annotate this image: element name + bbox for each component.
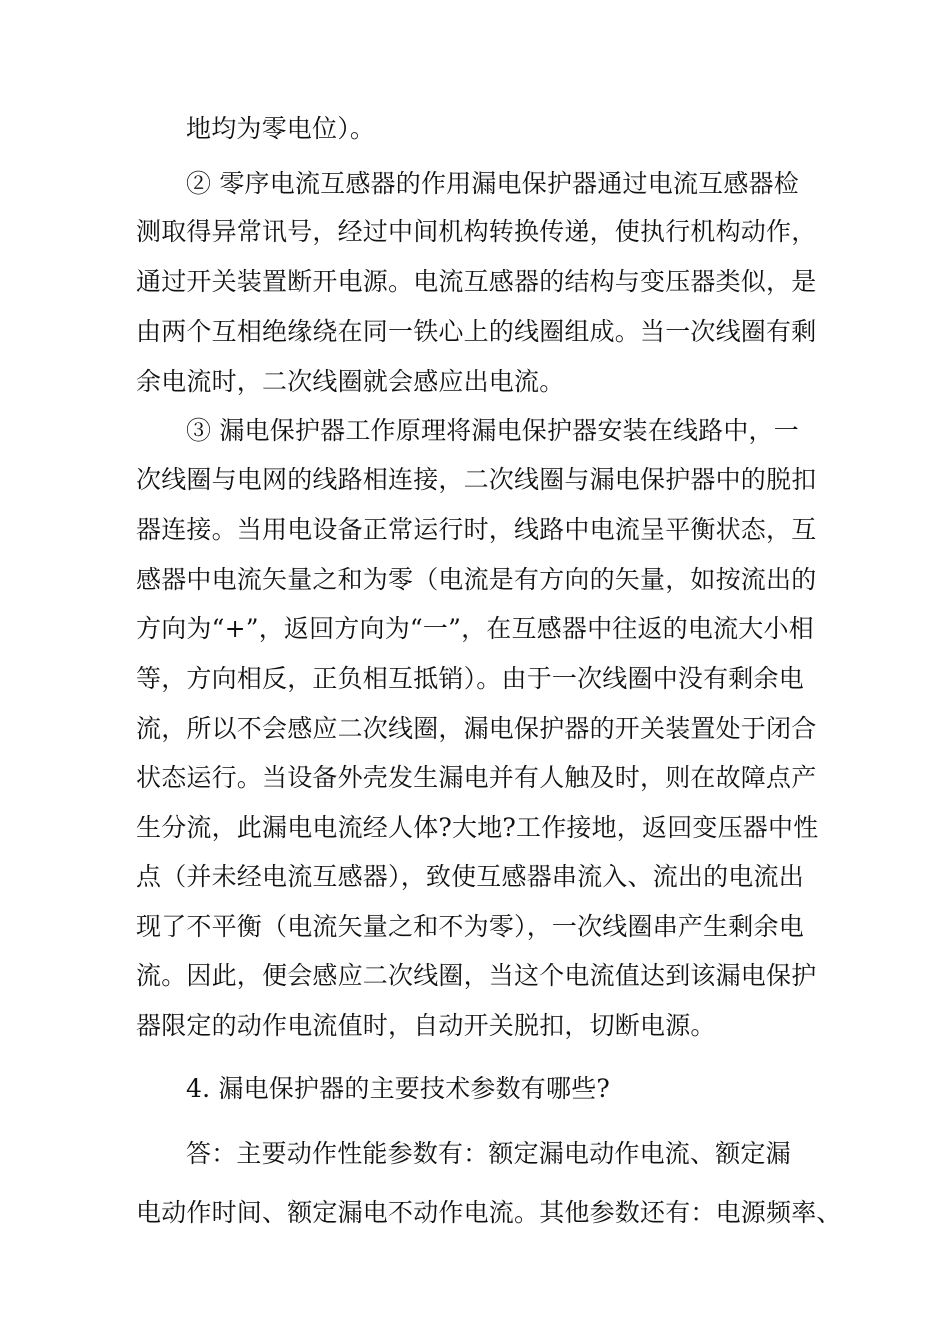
text-line: 答：主要动作性能参数有：额定漏电动作电流、额定漏 — [186, 1139, 791, 1168]
text-line: 次线圈与电网的线路相连接，二次线圈与漏电保护器中的脱扣 — [136, 465, 817, 494]
text-line: 感器中电流矢量之和为零（电流是有方向的矢量，如按流出的 — [136, 565, 817, 594]
text-line: ③ 漏电保护器工作原理将漏电保护器安装在线路中，一 — [186, 416, 799, 445]
text-line: ② 零序电流互感器的作用漏电保护器通过电流互感器检 — [186, 169, 799, 198]
text-line: 由两个互相绝缘绕在同一铁心上的线圈组成。当一次线圈有剩 — [136, 317, 817, 346]
text-line: 等，方向相反，正负相互抵销）。由于一次线圈中没有剩余电 — [136, 664, 804, 693]
text-line: 地均为零电位）。 — [186, 114, 376, 143]
text-line: 现了不平衡（电流矢量之和不为零），一次线圈串产生剩余电 — [136, 912, 804, 941]
text-line: 流。因此，便会感应二次线圈，当这个电流值达到该漏电保护 — [136, 961, 817, 990]
text-line: 电动作时间、额定漏电不动作电流。其他参数还有：电源频率、 — [136, 1198, 842, 1227]
text-line: 测取得异常讯号，经过中间机构转换传递，使执行机构动作， — [136, 217, 817, 246]
text-line: 点（并未经电流互感器），致使互感器串流入、流出的电流出 — [136, 862, 804, 891]
text-line: 流，所以不会感应二次线圈，漏电保护器的开关装置处于闭合 — [136, 714, 817, 743]
text-line: 方向为“+”，返回方向为“一”，在互感器中往返的电流大小相 — [136, 614, 814, 643]
text-line: 状态运行。当设备外壳发生漏电并有人触及时，则在故障点产 — [136, 763, 817, 792]
question-heading: 4. 漏电保护器的主要技术参数有哪些? — [186, 1074, 611, 1103]
text-line: 器限定的动作电流值时，自动开关脱扣，切断电源。 — [136, 1011, 716, 1040]
text-line: 生分流，此漏电电流经人体?大地?工作接地，返回变压器中性 — [136, 813, 819, 842]
text-line: 器连接。当用电设备正常运行时，线路中电流呈平衡状态，互 — [136, 515, 817, 544]
text-line: 通过开关装置断开电源。电流互感器的结构与变压器类似，是 — [136, 267, 817, 296]
text-line: 余电流时，二次线圈就会感应出电流。 — [136, 367, 565, 396]
